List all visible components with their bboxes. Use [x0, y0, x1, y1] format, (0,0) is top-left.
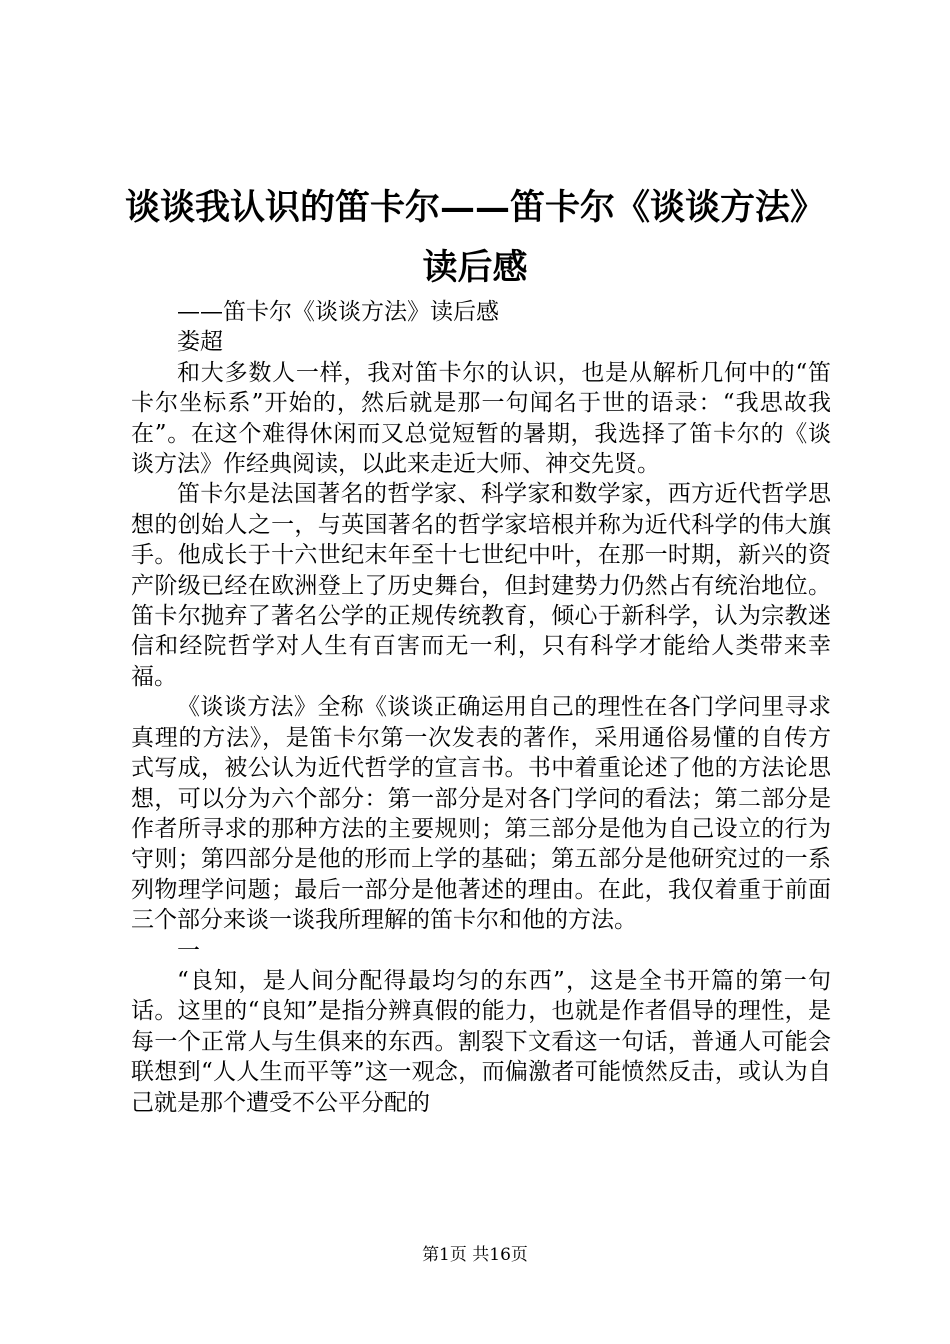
- document-body: [131, 297, 831, 1118]
- paragraph: “良知，是人间分配得最均匀的东西”，这是全书开篇的第一句话。这里的“良知”是指分辨真假的能力，也就是作者倡导的理性，是每一个正常人与生俱来的东西。割裂下文看这一句话，普通人可能会联想到“人人生而平等”这一观念，而偏激者可能愤然反击，或认为自己就是那个遭受不公平分配的: [131, 967, 831, 1116]
- document-author: 娄超: [177, 329, 223, 356]
- document-title-line-2: 读后感: [422, 247, 528, 288]
- paragraph: 《谈谈方法》全称《谈谈正确运用自己的理性在各门学问里寻求真理的方法》，是笛卡尔第一次发表的著作，采用通俗易懂的自传方式写成，被公认为近代哲学的宣言书。书中着重论述了他的方法论思想，可以分为六个部分：第一部分是对各门学问的看法；第二部分是作者所寻求的那种方法的主要规则；第三部分是他为自己设立的行为守则；第四部分是他的形而上学的基础；第五部分是他研究过的一系列物理学问题；最后一部分是他著述的理由。在此，我仅着重于前面三个部分来谈一谈我所理解的笛卡尔和他的方法。: [131, 694, 831, 934]
- paragraph: 笛卡尔是法国著名的哲学家、科学家和数学家，西方近代哲学思想的创始人之一，与英国著名的哲学家培根并称为近代科学的伟大旗手。他成长于十六世纪末年至十七世纪中叶，在那一时期，新兴的资产阶级已经在欧洲登上了历史舞台，但封建势力仍然占有统治地位。笛卡尔抛弃了著名公学的正规传统教育，倾心于新科学，认为宗教迷信和经院哲学对人生有百害而无一利，只有科学才能给人类带来幸福。: [131, 481, 831, 690]
- paragraph: 和大多数人一样，我对笛卡尔的认识，也是从解析几何中的“笛卡尔坐标系”开始的，然后就是那一句闻名于世的语录：“我思故我在”。在这个难得休闲而又总觉短暂的暑期，我选择了笛卡尔的《谈谈方法》作经典阅读，以此来走近大师、神交先贤。: [131, 359, 831, 478]
- page-footer: 第1页 共16页: [422, 1245, 528, 1265]
- document-title-line-1: 谈谈我认识的笛卡尔——笛卡尔《谈谈方法》: [124, 187, 825, 228]
- document-subtitle: ——笛卡尔《谈谈方法》读后感: [177, 299, 499, 325]
- section-number: 一: [177, 937, 200, 964]
